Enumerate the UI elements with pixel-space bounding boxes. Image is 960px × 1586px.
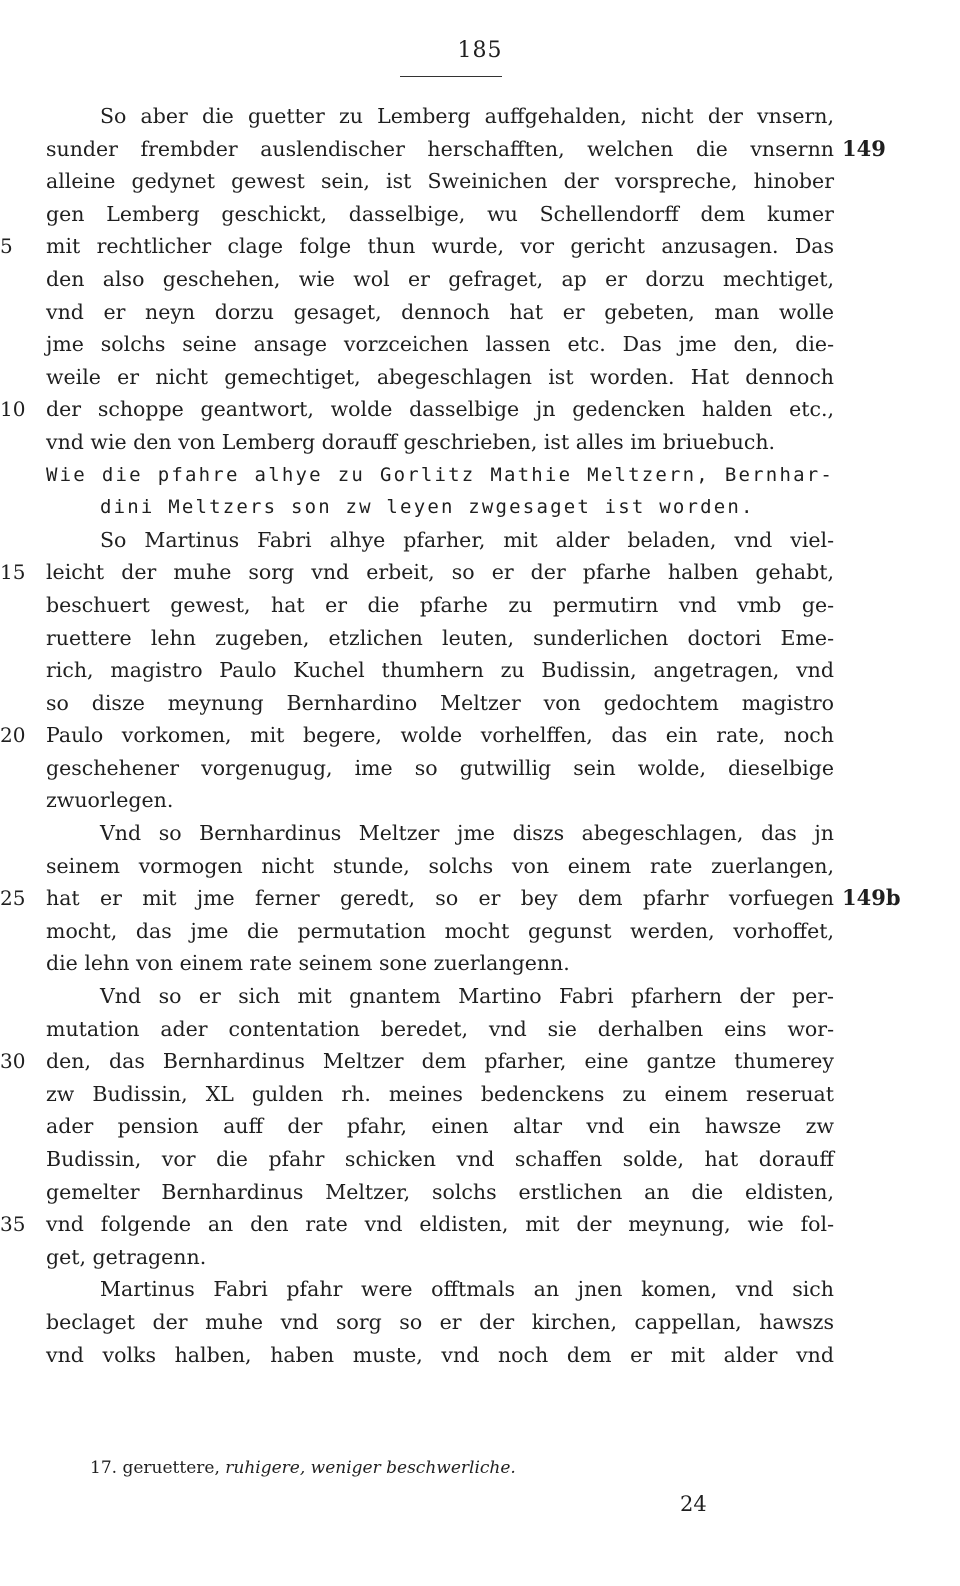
- header-rule: [400, 76, 502, 77]
- line-text: mutation ader contentation beredet, vnd sie derhalben eins wor-: [46, 1016, 834, 1041]
- text-line: [46, 947, 834, 980]
- text-line: [46, 328, 834, 361]
- text-line: [46, 198, 834, 231]
- line-text: beclaget der muhe vnd sorg so er der kirchen, cappellan, hawszs: [46, 1309, 834, 1334]
- text-line: [46, 817, 834, 850]
- page-number: 185: [457, 38, 503, 63]
- sheet-signature: 24: [680, 1492, 707, 1516]
- text-line: [0, 1208, 834, 1241]
- text-line: [46, 361, 834, 394]
- line-text: gemelter Bernhardinus Meltzer, solchs erstlichen an die eldisten,: [46, 1179, 834, 1204]
- text-line: [46, 752, 834, 785]
- line-number: 5: [0, 234, 13, 259]
- text-line: [46, 622, 834, 655]
- text-line: [46, 589, 834, 622]
- section-heading-line: [46, 491, 834, 524]
- line-text: Budissin, vor die pfahr schicken vnd schaffen solde, hat dorauff: [46, 1147, 834, 1171]
- line-text: ruettere lehn zugeben, etzlichen leuten, sunderlichen doctori Eme-: [46, 625, 834, 650]
- text-line: [46, 1143, 834, 1176]
- line-text: Vnd so Bernhardinus Meltzer jme diszs abegeschlagen, das jn: [100, 821, 834, 846]
- text-line: [0, 230, 834, 263]
- text-line: [46, 915, 834, 948]
- line-number: 10: [0, 397, 26, 422]
- text-line: [46, 263, 834, 296]
- text-line: [46, 1339, 834, 1372]
- line-number: 15: [0, 560, 26, 585]
- line-text: Martinus Fabri pfahr were offtmals an jnen komen, vnd sich: [100, 1277, 834, 1302]
- folio-marker: 149b: [842, 885, 901, 911]
- text-line: [46, 1013, 834, 1046]
- footnote: [90, 1458, 516, 1478]
- line-text: dini Meltzers son zw leyen zwgesaget ist worden.: [100, 496, 755, 519]
- line-text: vnd volks halben, haben muste, vnd noch dem er mit alder vnd: [46, 1342, 834, 1367]
- line-text: den, das Bernhardinus Meltzer dem pfarher, eine gantze thumerey: [46, 1049, 834, 1074]
- line-text: sunder frembder auslendischer herschafften, welchen die vnsernn: [46, 136, 834, 161]
- text-line: [46, 980, 834, 1013]
- line-text: vnd folgende an den rate vnd eldisten, mit der meynung, wie fol-: [46, 1212, 834, 1237]
- footnote-term: geruettere,: [122, 1458, 220, 1478]
- folio-marker: 149: [842, 135, 886, 161]
- line-text: ader pension auff der pfahr, einen altar vnd ein hawsze zw: [46, 1114, 834, 1139]
- line-text: Vnd so er sich mit gnantem Martino Fabri pfarhern der per-: [100, 984, 834, 1009]
- line-text: Paulo vorkomen, mit begere, wolde vorhelffen, das ein rate, noch: [46, 723, 834, 748]
- line-number: 25: [0, 886, 26, 911]
- text-line: [46, 1241, 834, 1274]
- line-text: So aber die guetter zu Lemberg auffgehalden, nicht der vnsern,: [100, 104, 834, 128]
- body-text: [0, 100, 901, 1371]
- line-text: weile er nicht gemechtiget, abegeschlagen ist worden. Hat dennoch: [46, 364, 834, 389]
- line-text: seinem vormogen nicht stunde, solchs von einem rate zuerlangen,: [46, 853, 834, 878]
- line-text: mocht, das jme die permutation mocht gegunst werden, vorhoffet,: [46, 918, 834, 943]
- line-text: so disze meynung Bernhardino Meltzer von gedochtem magistro: [46, 690, 834, 715]
- line-text: mit rechtlicher clage folge thun wurde, vor gericht anzusagen. Das: [46, 234, 834, 259]
- line-number: 30: [0, 1049, 26, 1074]
- line-text: vnd er neyn dorzu gesaget, dennoch hat er gebeten, man wolle: [46, 299, 834, 324]
- text-line: [46, 1306, 834, 1339]
- text-line: [0, 719, 834, 752]
- text-line: [0, 1045, 834, 1078]
- footnote-number: 17.: [90, 1458, 118, 1478]
- line-text: jme solchs seine ansage vorzceichen lassen etc. Das jme den, die-: [46, 332, 834, 357]
- line-text: der schoppe geantwort, wolde dasselbige jn gedencken halden etc.,: [46, 397, 834, 422]
- line-text: zwuorlegen.: [46, 788, 174, 813]
- line-text: vnd wie den von Lemberg dorauff geschrieben, ist alles im briuebuch.: [46, 429, 776, 454]
- text-line: [46, 426, 834, 459]
- line-number: 20: [0, 723, 26, 748]
- text-line: [46, 296, 834, 329]
- line-text: So Martinus Fabri alhye pfarher, mit alder beladen, vnd viel-: [100, 527, 834, 552]
- text-line: [0, 556, 834, 589]
- line-text: hat er mit jme ferner geredt, so er bey dem pfarhr vorfuegen: [46, 886, 834, 911]
- line-text: get, getragenn.: [46, 1244, 207, 1269]
- text-line: [46, 524, 834, 557]
- footnote-gloss: ruhigere, weniger beschwerliche.: [225, 1458, 516, 1478]
- line-text: leicht der muhe sorg vnd erbeit, so er der pfarhe halben gehabt,: [46, 560, 834, 585]
- line-text: geschehener vorgenugug, ime so gutwillig sein wolde, dieselbige: [46, 755, 834, 780]
- line-text: beschuert gewest, hat er die pfarhe zu permutirn vnd vmb ge-: [46, 592, 834, 617]
- text-line: [46, 1078, 834, 1111]
- text-line: [46, 687, 834, 720]
- line-number: 35: [0, 1212, 26, 1237]
- text-line: [46, 133, 886, 166]
- line-text: rich, magistro Paulo Kuchel thumhern zu Budissin, angetragen, vnd: [46, 658, 834, 683]
- line-text: alleine gedynet gewest sein, ist Sweinichen der vorspreche, hinober: [46, 169, 834, 194]
- text-line: [0, 393, 834, 426]
- text-line: [46, 850, 834, 883]
- line-text: die lehn von einem rate seinem sone zuerlangenn.: [46, 951, 570, 976]
- line-text: zw Budissin, XL gulden rh. meines bedenckens zu einem reseruat: [46, 1081, 834, 1106]
- section-heading-line: [46, 459, 834, 492]
- text-line: [46, 100, 834, 133]
- line-text: den also geschehen, wie wol er gefraget, ap er dorzu mechtiget,: [46, 266, 834, 291]
- text-line: [46, 1273, 834, 1306]
- text-line: [0, 882, 901, 915]
- line-text: gen Lemberg geschickt, dasselbige, wu Schellendorff dem kumer: [46, 201, 834, 226]
- text-line: [46, 1176, 834, 1209]
- text-line: [46, 1110, 834, 1143]
- text-line: [46, 654, 834, 687]
- text-line: [46, 165, 834, 198]
- line-text: Wie die pfahre alhye zu Gorlitz Mathie Meltzern, Bernhar-: [46, 463, 834, 486]
- text-line: [46, 784, 834, 817]
